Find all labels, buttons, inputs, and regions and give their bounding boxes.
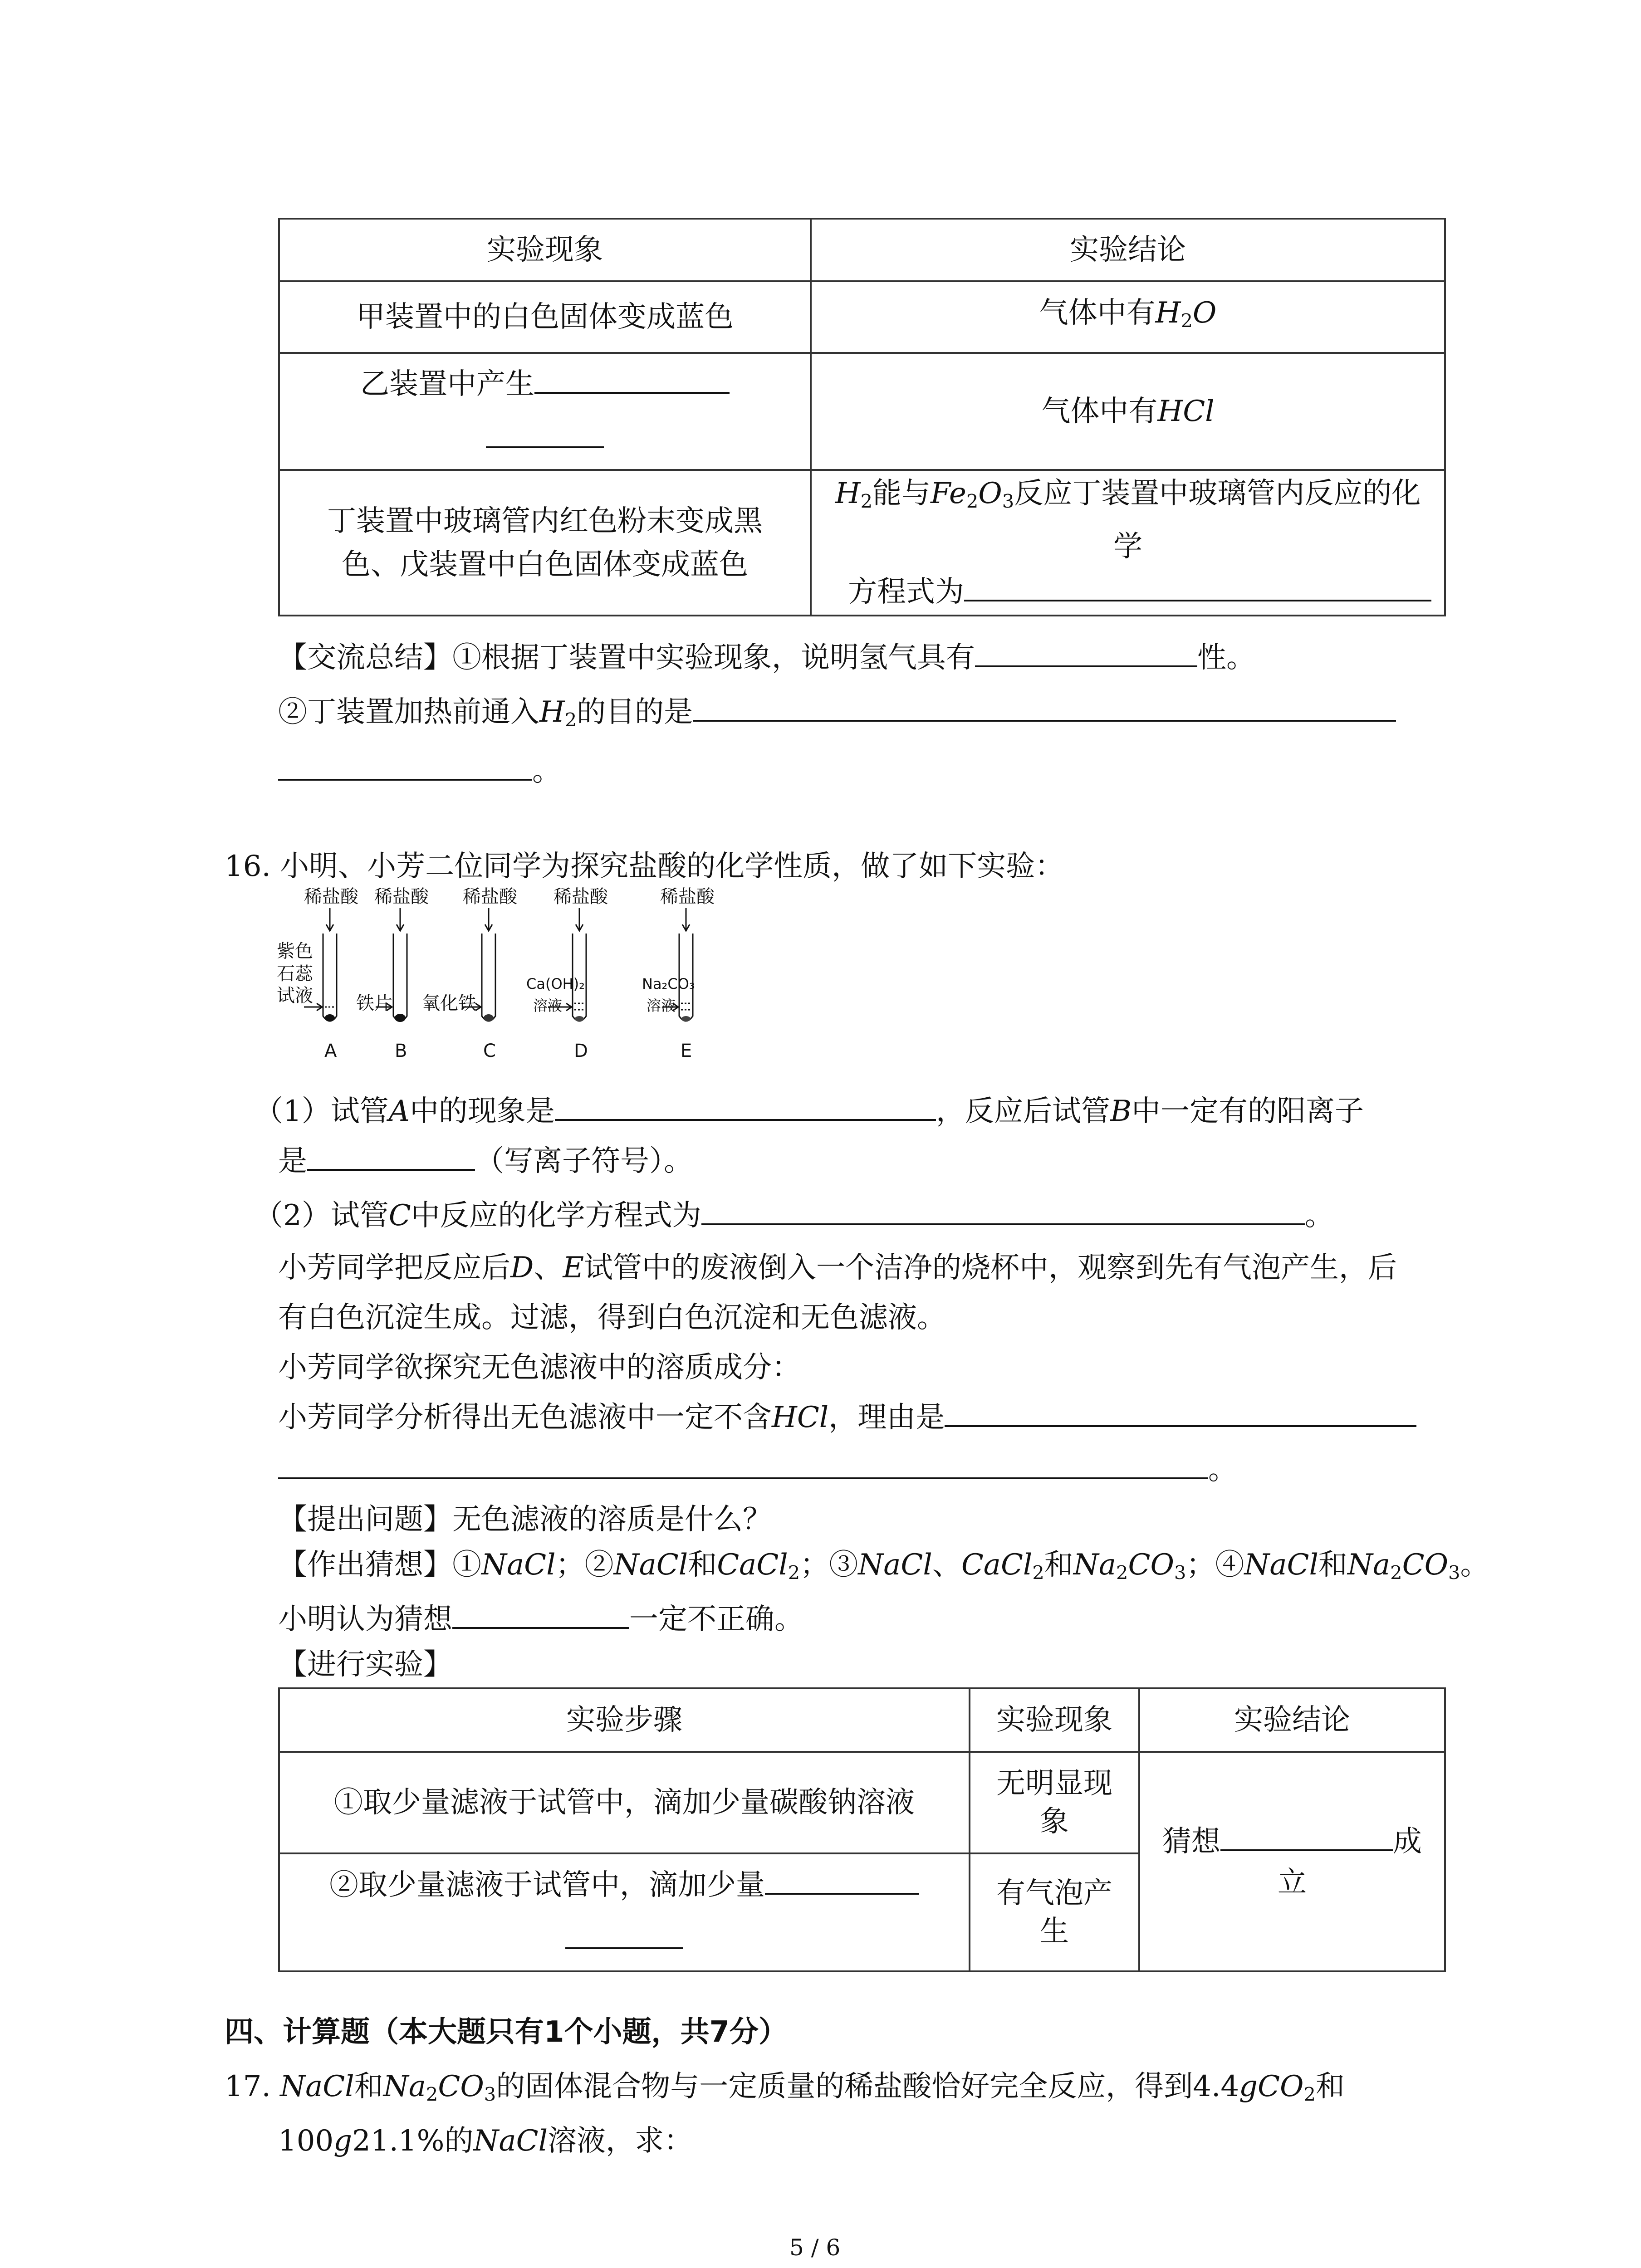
table1-r3-conclusion: $H_2$能与$Fe_2O_3$反应丁装置中玻璃管内反应的化学 方程式为: [811, 470, 1445, 616]
summary-line-1: 【交流总结】①根据丁装置中实验现象，说明氢气具有 性。: [278, 635, 1255, 680]
tube-label-e: E: [681, 1041, 692, 1061]
table1-header-conclusion: 实验结论: [811, 219, 1445, 281]
q16-part2: （2）试管C中反应的化学方程式为 。: [254, 1193, 1334, 1238]
section-4-heading: 四、计算题（本大题只有1个小题，共7分）: [225, 2015, 788, 2049]
caoh-label: Ca(OH)₂: [526, 975, 585, 992]
answer-blank[interactable]: [278, 750, 532, 781]
question-17-line2: 100g21.1%的NaCl溶液，求：: [278, 2124, 693, 2158]
experiment-table-2: [278, 1687, 1446, 1972]
acid-label-b: 稀盐酸: [374, 886, 429, 907]
summary-line-3: 。: [278, 748, 561, 794]
q16-part1-line2: 是 （写离子符号）。: [278, 1139, 693, 1184]
q16-para-4: 有白色沉淀生成。过滤，得到白色沉淀和无色滤液。: [278, 1301, 946, 1334]
table1-r3-observation: 丁装置中玻璃管内红色粉末变成黑 色、戊装置中白色固体变成蓝色: [279, 470, 811, 616]
table1-r1-observation: 甲装置中的白色固体变成蓝色: [279, 281, 811, 353]
tube-label-c: C: [483, 1041, 496, 1061]
answer-blank[interactable]: [765, 1864, 919, 1895]
iron-label: 铁片: [356, 993, 392, 1014]
table2-header-conclusion: 实验结论: [1139, 1688, 1445, 1752]
test-tube-diagram: [272, 885, 771, 1080]
table2-step-2: ②取少量滤液于试管中，滴加少量: [279, 1853, 970, 1971]
answer-blank[interactable]: [945, 1396, 1416, 1427]
answer-blank[interactable]: [555, 1090, 936, 1121]
table2-obs-1: 无明显现 象: [970, 1752, 1139, 1853]
table2-obs-2: 有气泡产 生: [970, 1853, 1139, 1971]
q16-para-7: 。: [278, 1447, 1237, 1492]
oxide-label: 氧化铁: [422, 993, 476, 1014]
acid-label-d: 稀盐酸: [554, 886, 608, 907]
svg-text:溶液: 溶液: [647, 997, 676, 1014]
q16-para-5: 小芳同学欲探究无色滤液中的溶质成分：: [278, 1351, 801, 1384]
q16-para-3: 小芳同学把反应后D、E试管中的废液倒入一个洁净的烧杯中，观察到先有气泡产生，后: [278, 1251, 1397, 1285]
q16-guesses: 【作出猜想】①NaCl；②NaCl和CaCl$_2$；③NaCl、CaCl$_2$和$Na_2CO_3$；④NaCl和$Na_2CO_3$。: [278, 1548, 1489, 1584]
answer-blank[interactable]: [278, 1448, 1208, 1479]
answer-blank[interactable]: [693, 691, 1396, 722]
table1-r2-conclusion: 气体中有HCl: [811, 353, 1445, 470]
na2co3-label: Na₂CO₃: [642, 975, 695, 992]
tube-label-a: A: [324, 1041, 337, 1061]
acid-label-e: 稀盐酸: [660, 886, 715, 907]
page-number: 5 / 6: [789, 2234, 841, 2261]
table1-r1-conclusion: 气体中有$H_2O$: [811, 281, 1445, 353]
answer-blank[interactable]: [307, 1140, 475, 1171]
answer-blank[interactable]: [565, 1918, 683, 1949]
q16-ming: 小明认为猜想 一定不正确。: [278, 1597, 803, 1642]
tube-label-d: D: [574, 1041, 588, 1061]
q16-para-6: 小芳同学分析得出无色滤液中一定不含HCl，理由是: [278, 1395, 1416, 1440]
q16-conduct: 【进行实验】: [278, 1648, 452, 1681]
experiment-table-1: [278, 218, 1446, 616]
q16-question: 【提出问题】无色滤液的溶质是什么？: [278, 1503, 772, 1536]
table1-header-observation: 实验现象: [279, 219, 811, 281]
answer-blank[interactable]: [964, 571, 1431, 601]
answer-blank[interactable]: [534, 363, 730, 394]
answer-blank[interactable]: [452, 1598, 629, 1629]
svg-text:溶液: 溶液: [533, 997, 563, 1014]
summary-line-2: ②丁装置加热前通入$H_2$的目的是: [278, 689, 1396, 743]
acid-label-c: 稀盐酸: [463, 886, 517, 907]
tube-label-b: B: [395, 1041, 407, 1061]
acid-label-a: 稀盐酸: [304, 886, 358, 907]
litmus-label: 紫色: [277, 941, 313, 962]
q16-part1-line1: （1）试管A中的现象是 ，反应后试管B中一定有的阳离子: [254, 1089, 1364, 1134]
table2-step-1: ①取少量滤液于试管中，滴加少量碳酸钠溶液: [279, 1752, 970, 1853]
svg-text:试液: 试液: [277, 985, 313, 1006]
answer-blank[interactable]: [975, 636, 1197, 667]
answer-blank[interactable]: [1220, 1820, 1393, 1851]
table2-header-observation: 实验现象: [970, 1688, 1139, 1752]
table1-r2-observation: 乙装置中产生: [279, 353, 811, 470]
question-17-line1: 17. NaCl和$Na_2CO_3$的固体混合物与一定质量的稀盐酸恰好完全反应，得到4.4gCO$_2$和: [225, 2070, 1345, 2106]
table2-conclusion: 猜想 成 立: [1139, 1752, 1445, 1971]
answer-blank[interactable]: [486, 417, 604, 448]
question-16-intro: 16. 小明、小芳二位同学为探究盐酸的化学性质，做了如下实验：: [225, 850, 1064, 883]
answer-blank[interactable]: [701, 1194, 1305, 1225]
svg-text:石蕊: 石蕊: [277, 963, 313, 984]
table2-header-step: 实验步骤: [279, 1688, 970, 1752]
